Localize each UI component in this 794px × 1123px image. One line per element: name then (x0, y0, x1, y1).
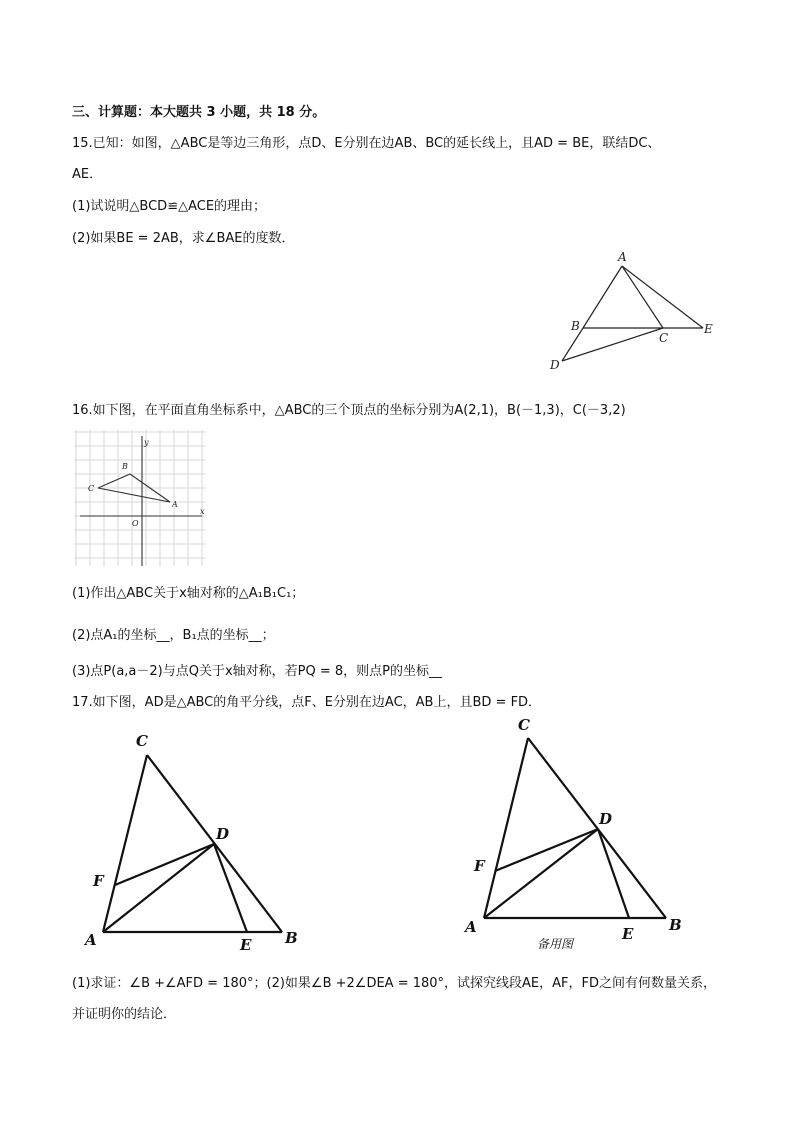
q15-label-B: B (571, 319, 580, 333)
q15-label-D: D (550, 358, 560, 372)
q17-label-D: D (216, 825, 230, 843)
q16-part1: (1)作出△ABC关于x轴对称的△A₁B₁C₁； (72, 586, 305, 601)
q17-spare-label-E: E (622, 925, 634, 943)
q17-parts-line1: (1)求证：∠B +∠AFD = 180°；(2)如果∠B +2∠DEA = 180°，试探究线段AE，AF，FD之间有何数量关系， (72, 976, 717, 991)
q17-spare-seg-CB (528, 738, 666, 918)
q17-seg-DE (214, 844, 247, 932)
q17-spare-label-C: C (518, 716, 530, 734)
q16-stem: 16.如下图，在平面直角坐标系中，△ABC的三个顶点的坐标分别为A(2,1)，B(－1,3)，C(－3,2) (72, 403, 626, 418)
q15-label-C: C (659, 331, 669, 345)
q15-stem-line1: 15.已知：如图，△ABC是等边三角形，点D、E分别在边AB、BC的延长线上，且AD = BE，联结DC、 (72, 136, 661, 151)
q16-part3: (3)点P(a,a－2)与点Q关于x轴对称，若PQ = 8，则点P的坐标__ (72, 664, 442, 679)
q16-label-C: C (88, 484, 95, 493)
q17-spare-label-A: A (465, 918, 477, 936)
q17-seg-FD (115, 844, 214, 885)
q15-part2: (2)如果BE = 2AB，求∠BAE的度数． (72, 231, 295, 246)
q15-stem-line2: AE． (72, 167, 103, 182)
q17-seg-AD (103, 844, 214, 932)
q17-parts-line2: 并证明你的结论． (72, 1007, 177, 1022)
q17-spare-seg-FD (495, 829, 598, 871)
q17-label-B: B (285, 929, 298, 947)
section-title: 三、计算题：本大题共 3 小题，共 18 分。 (72, 105, 326, 120)
q16-label-A: A (172, 500, 178, 509)
q17-label-E: E (240, 936, 252, 954)
q16-label-y: y (144, 438, 149, 447)
q16-part2: (2)点A₁的坐标__，B₁点的坐标__； (72, 628, 275, 643)
q17-stem: 17.如下图，AD是△ABC的角平分线，点F、E分别在边AC，AB上，且BD = FD． (72, 695, 542, 710)
q17-label-F: F (93, 872, 104, 890)
q15-figure (540, 245, 730, 380)
q15-label-A: A (618, 250, 627, 264)
q17-label-A: A (85, 931, 97, 949)
q17-spare-seg-CA (484, 738, 528, 918)
q17-spare-caption: 备用图 (537, 937, 574, 951)
q16-label-O: O (132, 519, 139, 528)
q15-part1: (1)试说明△BCD≌△ACE的理由； (72, 199, 267, 214)
q17-spare-seg-AD (484, 829, 598, 918)
q15-label-E: E (704, 322, 713, 336)
q16-coordinate-grid (72, 428, 212, 568)
q15-seg-AE (622, 266, 703, 328)
q17-seg-CA (103, 755, 147, 932)
q16-label-B: B (122, 462, 128, 471)
q17-spare-label-B: B (669, 916, 682, 934)
q16-seg-CB (98, 474, 130, 488)
q15-seg-AC (622, 266, 663, 328)
q15-seg-AB (583, 266, 622, 328)
q16-label-x: x (200, 507, 205, 516)
q17-spare-seg-DE (598, 829, 629, 918)
q17-spare-label-D: D (599, 810, 613, 828)
q17-spare-label-F: F (474, 857, 485, 875)
q17-spare-figure (456, 708, 696, 956)
q17-label-C: C (136, 732, 148, 750)
q17-seg-CB (147, 755, 282, 932)
q17-main-figure (76, 724, 316, 956)
